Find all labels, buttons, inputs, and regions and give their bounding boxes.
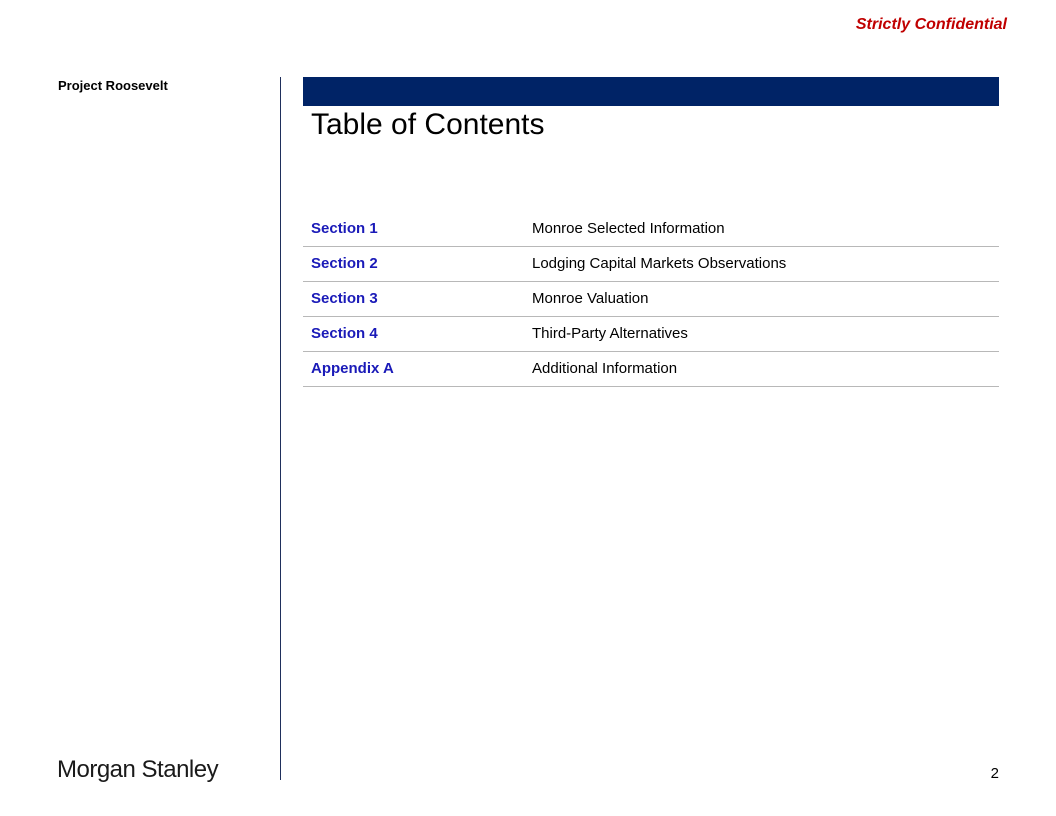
toc-description[interactable]: Third-Party Alternatives <box>532 325 688 342</box>
toc-row[interactable] <box>303 352 999 387</box>
toc-section-label[interactable]: Section 4 <box>311 325 378 342</box>
toc-row[interactable] <box>303 212 999 247</box>
toc-description[interactable]: Monroe Selected Information <box>532 220 725 237</box>
vertical-divider <box>280 77 281 780</box>
header-bar <box>303 77 999 106</box>
confidentiality-label: Strictly Confidential <box>855 16 1007 33</box>
table-of-contents <box>303 212 999 387</box>
toc-description[interactable]: Monroe Valuation <box>532 290 649 307</box>
page-number: 2 <box>990 765 999 782</box>
morgan-stanley-logo: Morgan Stanley <box>57 756 219 783</box>
toc-description[interactable]: Lodging Capital Markets Observations <box>532 255 787 272</box>
toc-section-label[interactable]: Section 2 <box>311 255 378 272</box>
toc-description[interactable]: Additional Information <box>532 360 678 377</box>
toc-section-label[interactable]: Section 1 <box>311 220 378 237</box>
page-title: Table of Contents <box>311 108 545 141</box>
toc-section-label[interactable]: Appendix A <box>311 360 394 377</box>
toc-section-label[interactable]: Section 3 <box>311 290 378 307</box>
project-name: Project Roosevelt <box>58 78 168 93</box>
toc-row[interactable] <box>303 247 999 282</box>
toc-row[interactable] <box>303 317 999 352</box>
toc-row[interactable] <box>303 282 999 317</box>
